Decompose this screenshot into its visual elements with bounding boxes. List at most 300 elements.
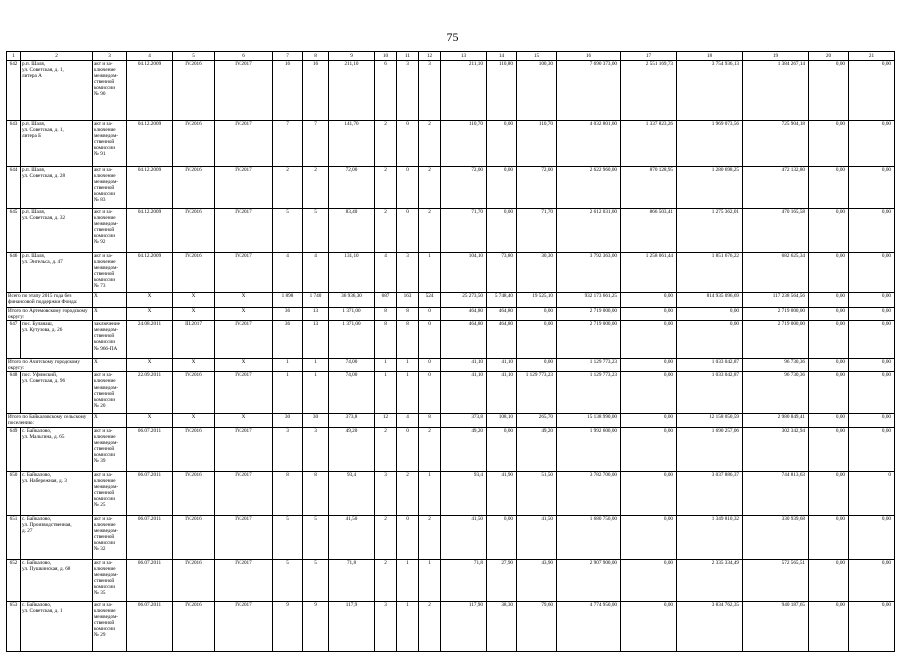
column-number-8: 8 — [303, 52, 329, 61]
table-cell: 0,00 — [809, 601, 849, 651]
table-cell: 1 — [375, 372, 397, 414]
subtotal-row — [7, 293, 895, 308]
table-cell: 41,50 — [441, 515, 487, 559]
table-cell: 572 565,51 — [743, 559, 809, 601]
table-cell: 3 — [419, 61, 441, 121]
document-cell: акт и за- ключение межведом- ственной комиссии № 29 — [93, 601, 127, 651]
address-cell: р.п. Шаля, ул. Советская, д. 32 — [21, 209, 93, 253]
table-cell: 117,9 — [329, 601, 375, 651]
table-cell: 93,4 — [441, 471, 487, 515]
subtotal-cell: 1 740 — [303, 293, 329, 308]
document-cell: акт и за- ключение межведом- ственной комиссии № 20 — [93, 372, 127, 414]
table-cell: 0,00 — [809, 209, 849, 253]
table-cell: IV.2017 — [215, 321, 273, 359]
subtotal-cell: 1 898 — [273, 293, 303, 308]
table-cell: 38,30 — [487, 601, 517, 651]
table-cell: 8 — [273, 471, 303, 515]
subtotal-cell: 2 980 849,41 — [743, 414, 809, 427]
subtotal-row — [7, 359, 895, 372]
subtotal-cell: 1 — [397, 359, 419, 372]
column-number-11: 11 — [397, 52, 419, 61]
table-cell: 1 — [273, 372, 303, 414]
table-cell: III.2017 — [173, 321, 215, 359]
table-cell: 131,10 — [329, 253, 375, 293]
subtotal-cell: 524 — [419, 293, 441, 308]
table-cell: 110,70 — [517, 121, 557, 167]
table-cell: 3 — [397, 61, 419, 121]
subtotal-cell: 0 — [419, 359, 441, 372]
table-cell: 3 — [303, 427, 329, 471]
row-number: 653 — [7, 601, 21, 651]
table-cell: 0,00 — [517, 321, 557, 359]
table-cell: 27,90 — [487, 559, 517, 601]
column-number-19: 19 — [743, 52, 809, 61]
table-cell: IV.2017 — [215, 515, 273, 559]
table-cell: 0,00 — [809, 61, 849, 121]
table-cell: 2 — [375, 167, 397, 209]
table-cell: 0 — [419, 372, 441, 414]
subtotal-cell: X — [93, 308, 127, 321]
subtotal-row — [7, 308, 895, 321]
subtotal-cell: 117 238 564,56 — [743, 293, 809, 308]
table-cell: 302 342,94 — [743, 427, 809, 471]
address-cell: р.п. Шаля, ул. Советская, д. 28 — [21, 167, 93, 209]
table-cell: 0,00 — [849, 515, 895, 559]
table-cell: 96 730,36 — [743, 372, 809, 414]
table-cell: IV.2016 — [173, 471, 215, 515]
table-cell: 1 349 810,32 — [677, 515, 743, 559]
table-cell: 0,00 — [621, 321, 677, 359]
table-cell: 7 — [303, 121, 329, 167]
table-cell: 2 907 900,00 — [557, 559, 621, 601]
table-cell: 682 625,34 — [743, 253, 809, 293]
subtotal-cell: 25 273,50 — [441, 293, 487, 308]
document-cell: акт и за- ключение межведом- ственной комиссии № 73 — [93, 253, 127, 293]
subtotal-cell: 0,00 — [849, 414, 895, 427]
table-cell: 870 128,95 — [621, 167, 677, 209]
table-cell: 06.07.2011 — [127, 559, 173, 601]
column-number-2: 2 — [21, 52, 93, 61]
table-cell: 0,00 — [849, 61, 895, 121]
table-cell: 3 — [273, 427, 303, 471]
column-number-3: 3 — [93, 52, 127, 61]
table-cell: 464,80 — [487, 321, 517, 359]
table-cell: 4 032 801,00 — [557, 121, 621, 167]
table-cell: 16 — [303, 61, 329, 121]
address-cell: с. Байкалово, ул. Производственная, д. 27 — [21, 515, 93, 559]
document-cell: акт и за- ключение межведом- ственной комиссии № 83 — [93, 167, 127, 209]
subtotal-cell: 4 — [397, 414, 419, 427]
subtotal-cell: 41,10 — [487, 359, 517, 372]
subtotal-cell: 687 — [375, 293, 397, 308]
table-cell: 8 — [397, 321, 419, 359]
table-cell: 2 — [375, 427, 397, 471]
subtotal-cell: 163 — [397, 293, 419, 308]
table-row — [7, 321, 895, 359]
table-row — [7, 559, 895, 601]
table-cell: 24.08.2011 — [127, 321, 173, 359]
table-cell: 464,80 — [441, 321, 487, 359]
table-cell: 0,00 — [487, 209, 517, 253]
table-cell: 1 690 257,06 — [677, 427, 743, 471]
table-cell: 5 — [303, 559, 329, 601]
table-cell: 0 — [397, 209, 419, 253]
table-cell: 0,00 — [621, 515, 677, 559]
table-cell: IV.2016 — [173, 209, 215, 253]
table-cell: 74,00 — [329, 372, 375, 414]
table-cell: 2 719 000,00 — [743, 321, 809, 359]
table-cell: 470 165,58 — [743, 209, 809, 253]
row-number: 649 — [7, 427, 21, 471]
table-cell: 117,90 — [441, 601, 487, 651]
table-body — [7, 61, 895, 652]
subtotal-cell: X — [215, 414, 273, 427]
subtotal-cell: 0,00 — [849, 359, 895, 372]
table-cell: 8 — [303, 471, 329, 515]
table-cell: 2 612 031,00 — [557, 209, 621, 253]
subtotal-cell: 1 371,00 — [329, 308, 375, 321]
row-number: 643 — [7, 121, 21, 167]
table-cell: 71,8 — [441, 559, 487, 601]
table-cell: IV.2017 — [215, 471, 273, 515]
table-cell: 41,10 — [441, 372, 487, 414]
table-cell: 211,10 — [329, 61, 375, 121]
table-cell: 22.09.2011 — [127, 372, 173, 414]
address-cell: с. Байкалово, ул. Мальгина, д. 65 — [21, 427, 93, 471]
column-number-17: 17 — [621, 52, 677, 61]
table-cell: 0,00 — [809, 515, 849, 559]
table-cell: 49,20 — [329, 427, 375, 471]
table-cell: 211,10 — [441, 61, 487, 121]
table-cell: 2 — [419, 209, 441, 253]
address-cell: пос. Уфимский, ул. Советская, д. 96 — [21, 372, 93, 414]
table-cell: 0,00 — [809, 253, 849, 293]
subtotal-cell: 108,10 — [487, 414, 517, 427]
table-cell: 3 — [375, 601, 397, 651]
subtotal-cell: 0,00 — [849, 293, 895, 308]
table-cell: 0,00 — [809, 167, 849, 209]
subtotal-cell: 5 748,40 — [487, 293, 517, 308]
table-cell: 0,00 — [809, 121, 849, 167]
table-cell: 2 — [419, 601, 441, 651]
table-cell: IV.2016 — [173, 61, 215, 121]
column-number-21: 21 — [849, 52, 895, 61]
table-row — [7, 209, 895, 253]
table-cell: 1 033 042,87 — [677, 372, 743, 414]
subtotal-cell: 36 — [273, 308, 303, 321]
subtotal-cell: 265,70 — [517, 414, 557, 427]
table-cell: 1 258 061,44 — [621, 253, 677, 293]
subtotal-cell: 814 935 096,69 — [677, 293, 743, 308]
table-cell: 0,00 — [809, 321, 849, 359]
table-cell: 0,00 — [621, 427, 677, 471]
table-cell: 79,60 — [517, 601, 557, 651]
table-cell: 4 — [273, 253, 303, 293]
table-cell: 9 — [273, 601, 303, 651]
table-cell: 0,00 — [849, 427, 895, 471]
document-cell: акт и за- ключение межведом- ственной комиссии № 25 — [93, 471, 127, 515]
table-cell: 104,10 — [441, 253, 487, 293]
table-cell: 330 939,68 — [743, 515, 809, 559]
table-cell: 1 680 750,00 — [557, 515, 621, 559]
table-cell: 4 774 950,00 — [557, 601, 621, 651]
address-cell: с. Байкалово, ул. Набережная, д. 3 — [21, 471, 93, 515]
subtotal-cell: 74,00 — [329, 359, 375, 372]
table-cell: 2 — [375, 515, 397, 559]
table-cell: 4 — [375, 253, 397, 293]
table-cell: 0,00 — [621, 559, 677, 601]
subtotal-label: Итого по Ачитскому городскому округу: — [7, 359, 93, 372]
subtotal-cell: 12 — [375, 414, 397, 427]
subtotal-cell: 373,8 — [441, 414, 487, 427]
table-cell: 2 — [375, 121, 397, 167]
table-cell: 3 782 700,00 — [557, 471, 621, 515]
subtotal-cell: 0 — [419, 308, 441, 321]
table-row — [7, 167, 895, 209]
table-cell: 0 — [397, 121, 419, 167]
subtotal-cell: 0,00 — [849, 308, 895, 321]
column-number-13: 13 — [441, 52, 487, 61]
table-cell: 0,00 — [849, 601, 895, 651]
table-cell: IV.2017 — [215, 601, 273, 651]
table-cell: 0,00 — [487, 167, 517, 209]
table-row — [7, 471, 895, 515]
table-cell: 100,30 — [517, 61, 557, 121]
table-cell: 0,00 — [487, 427, 517, 471]
table-cell: IV.2016 — [173, 515, 215, 559]
table-cell: 0,00 — [809, 372, 849, 414]
table-cell: 1 384 267,14 — [743, 61, 809, 121]
table-cell: 3 — [397, 253, 419, 293]
table-cell: 2 719 000,00 — [557, 321, 621, 359]
subtotal-cell: X — [127, 308, 173, 321]
subtotal-cell: 8 — [397, 308, 419, 321]
subtotal-cell: 1 — [303, 359, 329, 372]
table-cell: 0,00 — [677, 321, 743, 359]
table-cell: 49,20 — [441, 427, 487, 471]
housing-register-table — [6, 51, 895, 652]
table-cell: 0,00 — [849, 321, 895, 359]
table-cell: 0,00 — [849, 209, 895, 253]
table-cell: 1 — [419, 471, 441, 515]
row-number: 644 — [7, 167, 21, 209]
row-number: 648 — [7, 372, 21, 414]
table-cell: 0 — [397, 167, 419, 209]
table-cell: 141,70 — [329, 121, 375, 167]
table-cell: IV.2016 — [173, 427, 215, 471]
column-number-5: 5 — [173, 52, 215, 61]
subtotal-cell: X — [93, 359, 127, 372]
document-cell: акт и за- ключение межведом- ственной комиссии № 91 — [93, 121, 127, 167]
column-number-10: 10 — [375, 52, 397, 61]
subtotal-cell: X — [215, 359, 273, 372]
subtotal-cell: X — [215, 293, 273, 308]
table-cell: 06.07.2011 — [127, 427, 173, 471]
table-cell: 71,70 — [517, 209, 557, 253]
subtotal-cell: 13 — [303, 308, 329, 321]
column-number-4: 4 — [127, 52, 173, 61]
table-cell: 110,70 — [441, 121, 487, 167]
table-cell: IV.2016 — [173, 601, 215, 651]
row-number: 642 — [7, 61, 21, 121]
document-cell: акт и за- ключение межведом- ственной комиссии № 92 — [93, 209, 127, 253]
table-cell: 0,00 — [849, 121, 895, 167]
table-cell: 2 — [419, 515, 441, 559]
table-cell: 04.12.2009 — [127, 209, 173, 253]
table-cell: 13 — [303, 321, 329, 359]
row-number: 647 — [7, 321, 21, 359]
table-cell: 0,00 — [809, 559, 849, 601]
column-number-15: 15 — [517, 52, 557, 61]
table-cell: 04.12.2009 — [127, 167, 173, 209]
subtotal-cell: 464,80 — [487, 308, 517, 321]
column-number-header — [7, 52, 895, 61]
row-number: 646 — [7, 253, 21, 293]
subtotal-cell: 0,00 — [809, 293, 849, 308]
table-cell: 1 — [419, 559, 441, 601]
table-cell: IV.2017 — [215, 61, 273, 121]
subtotal-cell: 1 033 042,87 — [677, 359, 743, 372]
address-cell: с. Байкалово, ул. Пушкинская, д. 68 — [21, 559, 93, 601]
table-cell: 2 — [375, 559, 397, 601]
table-cell: IV.2017 — [215, 427, 273, 471]
table-cell: 83,40 — [329, 209, 375, 253]
table-cell: 1 129 773,23 — [557, 372, 621, 414]
column-number-16: 16 — [557, 52, 621, 61]
table-cell: 06.07.2011 — [127, 515, 173, 559]
table-cell: 0,00 — [849, 253, 895, 293]
subtotal-cell: 30 — [273, 414, 303, 427]
column-number-14: 14 — [487, 52, 517, 61]
table-cell: 744 813,63 — [743, 471, 809, 515]
subtotal-cell: 2 719 000,00 — [557, 308, 621, 321]
table-cell: 2 622 960,00 — [557, 167, 621, 209]
table-cell: 3 792 363,00 — [557, 253, 621, 293]
table-cell: 7 — [273, 121, 303, 167]
table-cell: IV.2016 — [173, 559, 215, 601]
table-cell: 1 129 773,23 — [517, 372, 557, 414]
table-cell: 0,00 — [621, 372, 677, 414]
subtotal-cell: 8 — [375, 308, 397, 321]
document-cell: акт и за- ключение межведом- ственной комиссии № 35 — [93, 559, 127, 601]
table-cell: 0 — [397, 427, 419, 471]
table-cell: 3 754 936,13 — [677, 61, 743, 121]
table-cell: IV.2017 — [215, 372, 273, 414]
subtotal-cell: 0,00 — [809, 308, 849, 321]
subtotal-cell: X — [127, 359, 173, 372]
subtotal-label: Всего по этапу 2015 года без финансовой поддержки Фонда: — [7, 293, 93, 308]
table-cell: 2 — [397, 471, 419, 515]
table-cell: 36 — [273, 321, 303, 359]
table-cell: 1 — [397, 559, 419, 601]
table-cell: 72,00 — [517, 167, 557, 209]
row-number: 650 — [7, 471, 21, 515]
table-row — [7, 372, 895, 414]
table-cell: 5 — [273, 559, 303, 601]
row-number: 645 — [7, 209, 21, 253]
table-cell: 16 — [273, 61, 303, 121]
table-cell: 43,90 — [517, 559, 557, 601]
table-cell: 0,00 — [487, 121, 517, 167]
table-cell: 0,00 — [849, 167, 895, 209]
subtotal-cell: 12 158 050,59 — [677, 414, 743, 427]
subtotal-cell: 8 — [419, 414, 441, 427]
table-cell: 0,00 — [487, 515, 517, 559]
table-row — [7, 61, 895, 121]
table-cell: 1 280 698,25 — [677, 167, 743, 209]
table-cell: 72,00 — [329, 167, 375, 209]
subtotal-cell: 1 129 773,23 — [557, 359, 621, 372]
table-cell: 71,70 — [441, 209, 487, 253]
subtotal-cell: 30 — [303, 414, 329, 427]
table-cell: 0 — [397, 515, 419, 559]
table-cell: 8 — [375, 321, 397, 359]
table-cell: 3 037 886,37 — [677, 471, 743, 515]
subtotal-cell: 0,00 — [677, 308, 743, 321]
subtotal-label: Итого по Артемовскому городскому округу: — [7, 308, 93, 321]
subtotal-cell: 15 138 990,00 — [557, 414, 621, 427]
table-cell: 1 851 676,22 — [677, 253, 743, 293]
table-cell: 1 — [303, 372, 329, 414]
table-cell: 04.12.2009 — [127, 61, 173, 121]
subtotal-cell: X — [93, 414, 127, 427]
table-cell: 0,00 — [621, 471, 677, 515]
table-cell: 0,00 — [621, 601, 677, 651]
table-cell: 2 — [375, 209, 397, 253]
table-cell: 4 — [303, 253, 329, 293]
document-cell: акт и за- ключение межведом- ственной комиссии № 32 — [93, 515, 127, 559]
address-cell: р.п. Шаля, ул. Советская, д. 1, литера Б — [21, 121, 93, 167]
table-cell: 73,80 — [487, 253, 517, 293]
column-number-6: 6 — [215, 52, 273, 61]
column-number-20: 20 — [809, 52, 849, 61]
table-cell: 49,20 — [517, 427, 557, 471]
subtotal-label: Итого по Байкаловскому сельскому поселению: — [7, 414, 93, 427]
table-cell: 0 — [419, 321, 441, 359]
table-cell: 06.07.2011 — [127, 471, 173, 515]
table-cell: 41,50 — [517, 515, 557, 559]
subtotal-cell: 0,00 — [621, 293, 677, 308]
table-cell: IV.2017 — [215, 167, 273, 209]
subtotal-cell: 0,00 — [621, 359, 677, 372]
table-cell: 2 — [419, 167, 441, 209]
table-cell: 51,50 — [517, 471, 557, 515]
subtotal-cell: 0,00 — [621, 414, 677, 427]
table-cell: 9 — [303, 601, 329, 651]
table-cell: 7 690 373,00 — [557, 61, 621, 121]
page-number: 75 — [446, 30, 459, 44]
table-cell: IV.2017 — [215, 559, 273, 601]
address-cell: р.п. Шаля, ул. Советская, д. 1, литера А — [21, 61, 93, 121]
subtotal-cell: 0,00 — [517, 308, 557, 321]
table-cell: 5 — [273, 515, 303, 559]
row-number: 652 — [7, 559, 21, 601]
table-cell: 472 132,80 — [743, 167, 809, 209]
subtotal-cell: X — [173, 293, 215, 308]
table-cell: 3 834 762,35 — [677, 601, 743, 651]
subtotal-cell: X — [173, 414, 215, 427]
table-cell: 72,00 — [441, 167, 487, 209]
column-number-1: 1 — [7, 52, 21, 61]
address-cell: с. Байкалово, ул. Советская, д. 1 — [21, 601, 93, 651]
subtotal-cell: 0,00 — [809, 414, 849, 427]
table-cell: 0,00 — [849, 559, 895, 601]
subtotal-cell: 0,00 — [621, 308, 677, 321]
document-cell: акт и за- ключение межведом- ственной комиссии № 90 — [93, 61, 127, 121]
table-cell: 0,00 — [809, 427, 849, 471]
subtotal-cell: 1 — [375, 359, 397, 372]
subtotal-cell: 19 525,10 — [517, 293, 557, 308]
